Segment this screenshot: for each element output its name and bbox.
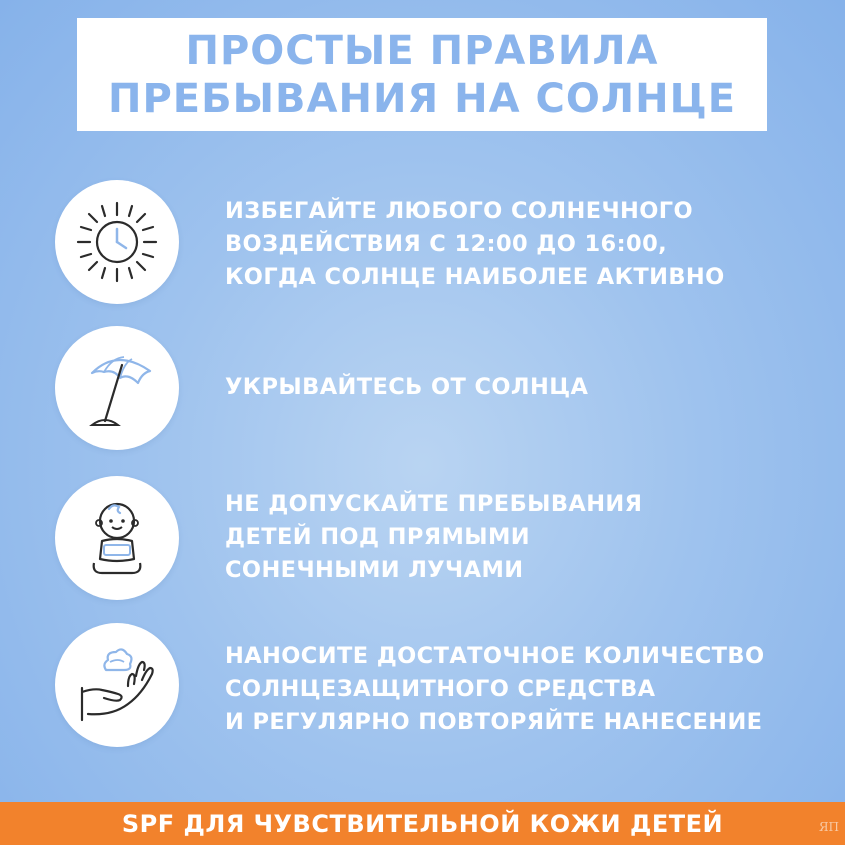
- rule-1-line-3: КОГДА СОЛНЦЕ НАИБОЛЕЕ АКТИВНО: [225, 264, 725, 290]
- hand-cream-icon: [72, 640, 162, 730]
- footer-label: SPF ДЛЯ ЧУВСТВИТЕЛЬНОЙ КОЖИ ДЕТЕЙ: [121, 809, 724, 838]
- rule-4-text: [225, 640, 764, 739]
- rule-4-line-1: НАНОСИТЕ ДОСТАТОЧНОЕ КОЛИЧЕСТВО: [225, 643, 765, 669]
- rule-1-line-1: ИЗБЕГАЙТЕ ЛЮБОГО СОЛНЕЧНОГО: [225, 198, 694, 224]
- rule-2-icon-circle: [55, 326, 179, 450]
- rule-3-line-1: НЕ ДОПУСКАЙТЕ ПРЕБЫВАНИЯ: [225, 491, 643, 517]
- page-title-line-2: ПРЕБЫВАНИЯ НА СОЛНЦЕ: [107, 75, 737, 122]
- rule-2-text: [225, 371, 588, 404]
- rule-1-text: [225, 195, 725, 294]
- rule-3-line-2: ДЕТЕЙ ПОД ПРЯМЫМИ: [225, 524, 530, 550]
- rule-4-line-2: СОЛНЦЕЗАЩИТНОГО СРЕДСТВА: [225, 676, 656, 702]
- rule-1-line-2: ВОЗДЕЙСТВИЯ С 12:00 ДО 16:00,: [225, 231, 668, 257]
- rule-3-icon-circle: [55, 476, 179, 600]
- rule-4-line-3: И РЕГУЛЯРНО ПОВТОРЯЙТЕ НАНЕСЕНИЕ: [225, 709, 763, 735]
- baby-icon: [72, 493, 162, 583]
- watermark: ЯП: [818, 820, 839, 834]
- footer-bar: [0, 802, 845, 845]
- page-title-line-1: ПРОСТЫЕ ПРАВИЛА: [185, 27, 659, 74]
- sun-clock-icon: [72, 197, 162, 287]
- rule-4-icon-circle: [55, 623, 179, 747]
- beach-umbrella-icon: [72, 343, 162, 433]
- rule-3-text: [225, 488, 642, 587]
- title-box: [77, 18, 767, 131]
- rule-2-line-1: УКРЫВАЙТЕСЬ ОТ СОЛНЦА: [225, 374, 589, 400]
- rule-3-line-3: СОНЕЧНЫМИ ЛУЧАМИ: [225, 557, 524, 583]
- rule-1-icon-circle: [55, 180, 179, 304]
